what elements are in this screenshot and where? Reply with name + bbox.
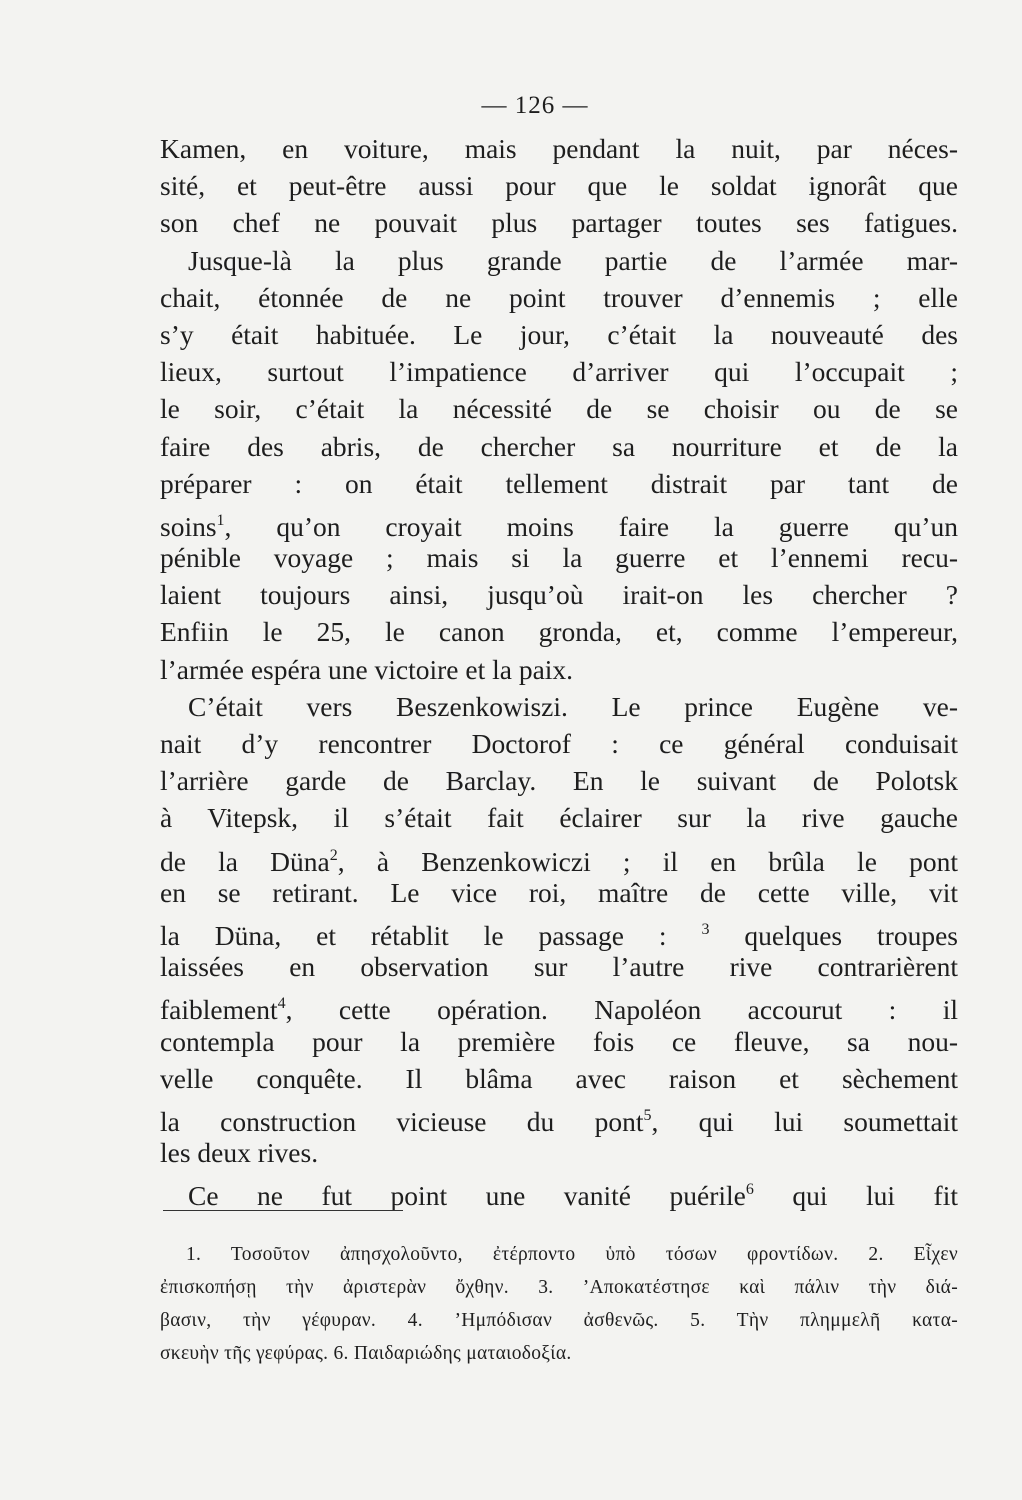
paragraph-start-line: C’était vers Beszenkowiszi. Le prince Eugène ve-	[188, 690, 958, 722]
body-text	[160, 130, 958, 1212]
text-line: laissées en observation sur l’autre rive contrarièrent	[160, 951, 958, 983]
footnote-marker: 3	[701, 920, 710, 938]
text-line: Enfiin le 25, le canon gronda, et, comme l’empereur,	[160, 616, 958, 648]
footnote-line: 1. Τοσοῦτον ἀπησχολοῦντο, ἐτέρποντο ὑπὸ τόσων φροντίδων. 2. Εἶχεν	[186, 1244, 958, 1265]
text-line: chait, étonnée de ne point trouver d’ennemis ; elle	[160, 281, 958, 313]
text-line: Kamen, en voiture, mais pendant la nuit, par néces-	[160, 133, 958, 164]
footnote-marker: 6	[745, 1181, 754, 1199]
text-line: pénible voyage ; mais si la guerre et l’ennemi recu-	[160, 542, 958, 574]
footnote-line: βασιν, τὴν γέφυραν. 4. ’Ημπόδισαν ἀσθενῶς. 5. Τὴν πλημμελῆ κατα-	[160, 1310, 958, 1331]
text-line: s’y était habituée. Le jour, c’était la nouveauté des	[160, 318, 958, 350]
footnote-marker: 4	[277, 995, 286, 1013]
text-line: les deux rives.	[160, 1137, 319, 1169]
footnote-line: ἐπισκοπήσῃ τὴν ἀριστερὰν ὄχθην. 3. ’Αποκατέστησε καὶ πάλιν τὴν διά-	[160, 1277, 958, 1298]
paragraph-start-line	[160, 1171, 958, 1212]
line-text: qui lui fit	[753, 1180, 958, 1212]
text-line: l’armée espéra une victoire et la paix.	[160, 653, 574, 685]
text-line: à Vitepsk, il s’était fait éclairer sur la rive gauche	[160, 802, 958, 834]
text-line: son chef ne pouvait plus partager toutes ses fatigues.	[160, 207, 958, 239]
text-line: sité, et peut-être aussi pour que le soldat ignorât que	[160, 170, 958, 202]
text-line: le soir, c’était la nécessité de se choisir ou de se	[160, 393, 958, 425]
text-line	[160, 911, 958, 951]
text-line: nait d’y rencontrer Doctorof : ce général conduisait	[160, 728, 958, 759]
line-text: soins	[160, 510, 217, 542]
line-text: , à Benzenkowiczi ; il en brûla le pont	[337, 845, 958, 877]
text-line: préparer : on était tellement distrait par tant de	[160, 467, 958, 499]
line-text: faiblement	[160, 994, 278, 1026]
text-line	[160, 502, 958, 542]
footnote-divider	[163, 1210, 403, 1211]
line-text: de la Düna	[160, 845, 330, 877]
line-text: , qui lui soumettait	[651, 1105, 958, 1137]
footnote-line: σκευὴν τῆς γεφύρας. 6. Παιδαριώδης ματαιοδοξία.	[160, 1343, 572, 1364]
text-line: laient toujours ainsi, jusqu’où irait-on les chercher ?	[160, 579, 958, 611]
footnote-marker: 2	[329, 846, 338, 864]
line-text: la Düna, et rétablit le passage :	[160, 919, 702, 951]
text-line: en se retirant. Le vice roi, maître de cette ville, vit	[160, 876, 958, 908]
line-text: , qu’on croyait moins faire la guerre qu’un	[224, 510, 958, 542]
footnote-marker: 1	[216, 511, 225, 529]
text-line	[160, 1097, 958, 1137]
line-text: , cette opération. Napoléon accourut : il	[285, 994, 958, 1026]
line-text: la construction vicieuse du pont	[160, 1105, 644, 1137]
paragraph-start-line: Jusque-là la plus grande partie de l’armée mar-	[188, 244, 958, 276]
text-line: contempla pour la première fois ce fleuve, sa nou-	[160, 1025, 958, 1057]
text-line: lieux, surtout l’impatience d’arriver qui l’occupait ;	[160, 356, 958, 388]
text-line	[160, 837, 958, 877]
text-line: l’arrière garde de Barclay. En le suivant de Polotsk	[160, 765, 958, 797]
line-text: Ce ne fut point une vanité puérile	[188, 1180, 746, 1212]
line-text: quelques troupes	[709, 919, 958, 951]
footnotes	[160, 1238, 958, 1370]
text-line: faire des abris, de chercher sa nourriture et de la	[160, 430, 958, 462]
page-number: — 126 —	[481, 92, 589, 119]
text-line	[160, 985, 958, 1026]
footnote-marker: 5	[643, 1106, 652, 1124]
text-line: velle conquête. Il blâma avec raison et sèchement	[160, 1062, 958, 1094]
